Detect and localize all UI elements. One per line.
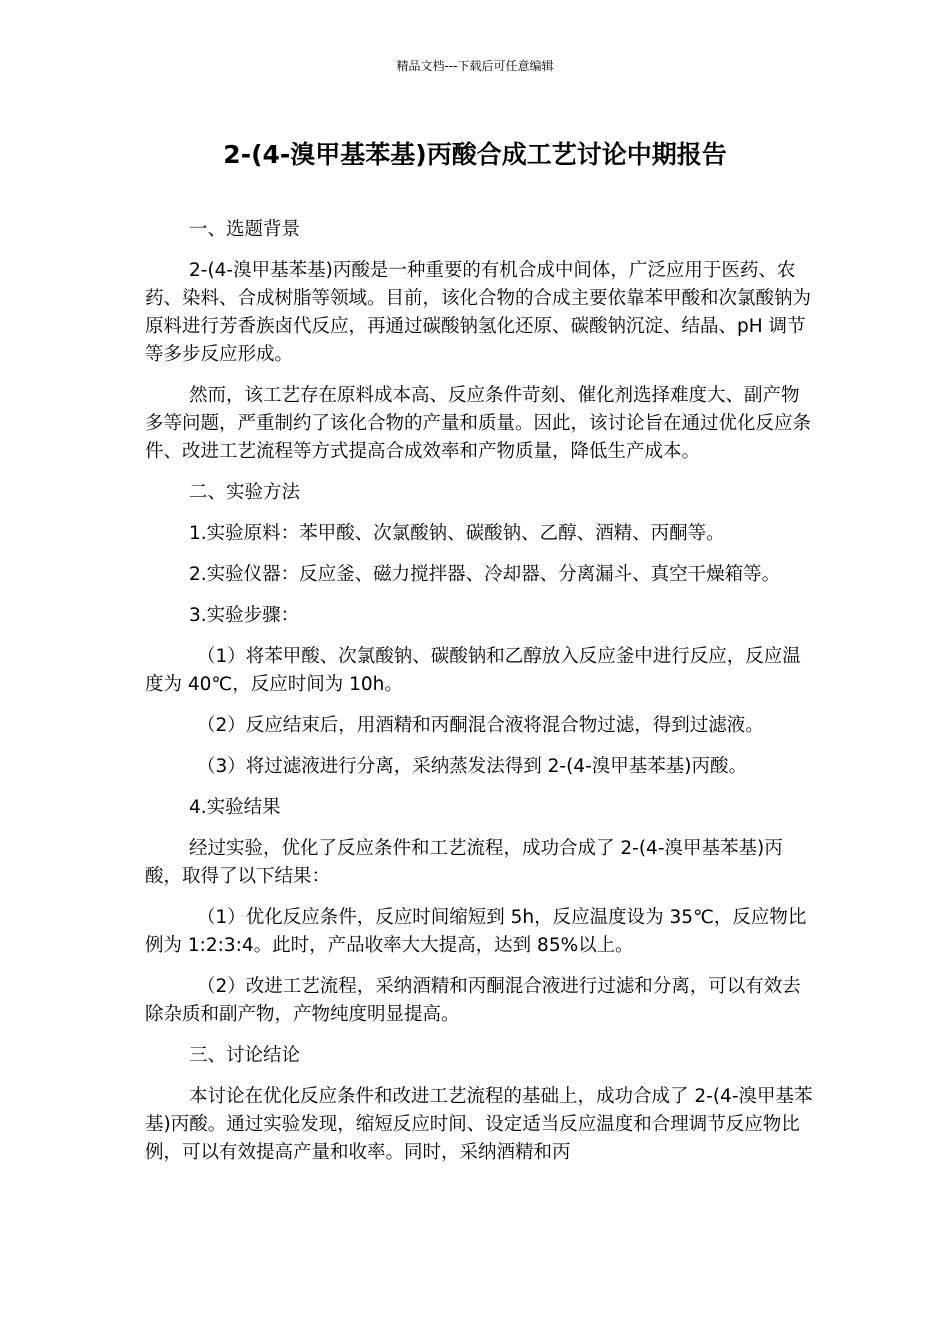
section-heading-methods: 二、实验方法 [189, 482, 301, 503]
paragraph-instruments: 2.实验仪器：反应釜、磁力搅拌器、冷却器、分离漏斗、真空干燥箱等。 [189, 564, 781, 585]
paragraph-steps-heading: 3.实验步骤： [189, 605, 300, 626]
paragraph-step-1: （1）将苯甲酸、次氯酸钠、碳酸钠和乙醇放入反应釜中进行反应，反应温度为 40℃，反应时间为 10h。 [145, 646, 801, 695]
paragraph-step-2: （2）反应结束后，用酒精和丙酮混合液将混合物过滤，得到过滤液。 [197, 715, 764, 736]
paragraph-result-2: （2）改进工艺流程，采纳酒精和丙酮混合液进行过滤和分离，可以有效去除杂质和副产物，产物纯度明显提高。 [145, 976, 801, 1025]
paragraph-result-1: （1）优化反应条件，反应时间缩短到 5h，反应温度设为 35℃，反应物比例为 1:2:3:4。此时，产品收率大大提高，达到 85%以上。 [145, 907, 807, 956]
paragraph-background-1: 2-(4-溴甲基苯基)丙酸是一种重要的有机合成中间体，广泛应用于医药、农药、染料、合成树脂等领域。目前，该化合物的合成主要依靠苯甲酸和次氯酸钠为原料进行芳香族卤代反应，再通过碳酸钠氢化还原、碳酸钠沉淀、结晶、pH 调节等多步反应形成。 [145, 260, 812, 365]
paragraph-conclusion: 本讨论在优化反应条件和改进工艺流程的基础上，成功合成了 2-(4-溴甲基苯基)丙酸。通过实验发现，缩短反应时间、设定适当反应温度和合理调节反应物比例，可以有效提高产量和收率。同时，采纳酒精和丙 [145, 1086, 813, 1163]
paragraph-results-intro: 经过实验，优化了反应条件和工艺流程，成功合成了 2-(4-溴甲基苯基)丙酸，取得了以下结果： [145, 838, 783, 887]
section-heading-conclusion: 三、讨论结论 [189, 1045, 301, 1066]
header-note: 精品文档---下载后可任意编辑 [396, 59, 554, 73]
paragraph-background-2: 然而，该工艺存在原料成本高、反应条件苛刻、催化剂选择难度大、副产物多等问题，严重制约了该化合物的产量和质量。因此，该讨论旨在通过优化反应条件、改进工艺流程等方式提高合成效率和产物质量，降低生产成本。 [145, 385, 812, 462]
document-title: 2-(4-溴甲基苯基)丙酸合成工艺讨论中期报告 [223, 140, 727, 169]
paragraph-results-heading: 4.实验结果 [189, 797, 281, 818]
document-body [145, 216, 817, 1180]
paragraph-step-3: （3）将过滤液进行分离，采纳蒸发法得到 2-(4-溴甲基苯基)丙酸。 [197, 756, 747, 777]
paragraph-materials: 1.实验原料：苯甲酸、次氯酸钠、碳酸钠、乙醇、酒精、丙酮等。 [189, 523, 725, 544]
section-heading-background: 一、选题背景 [189, 219, 301, 240]
